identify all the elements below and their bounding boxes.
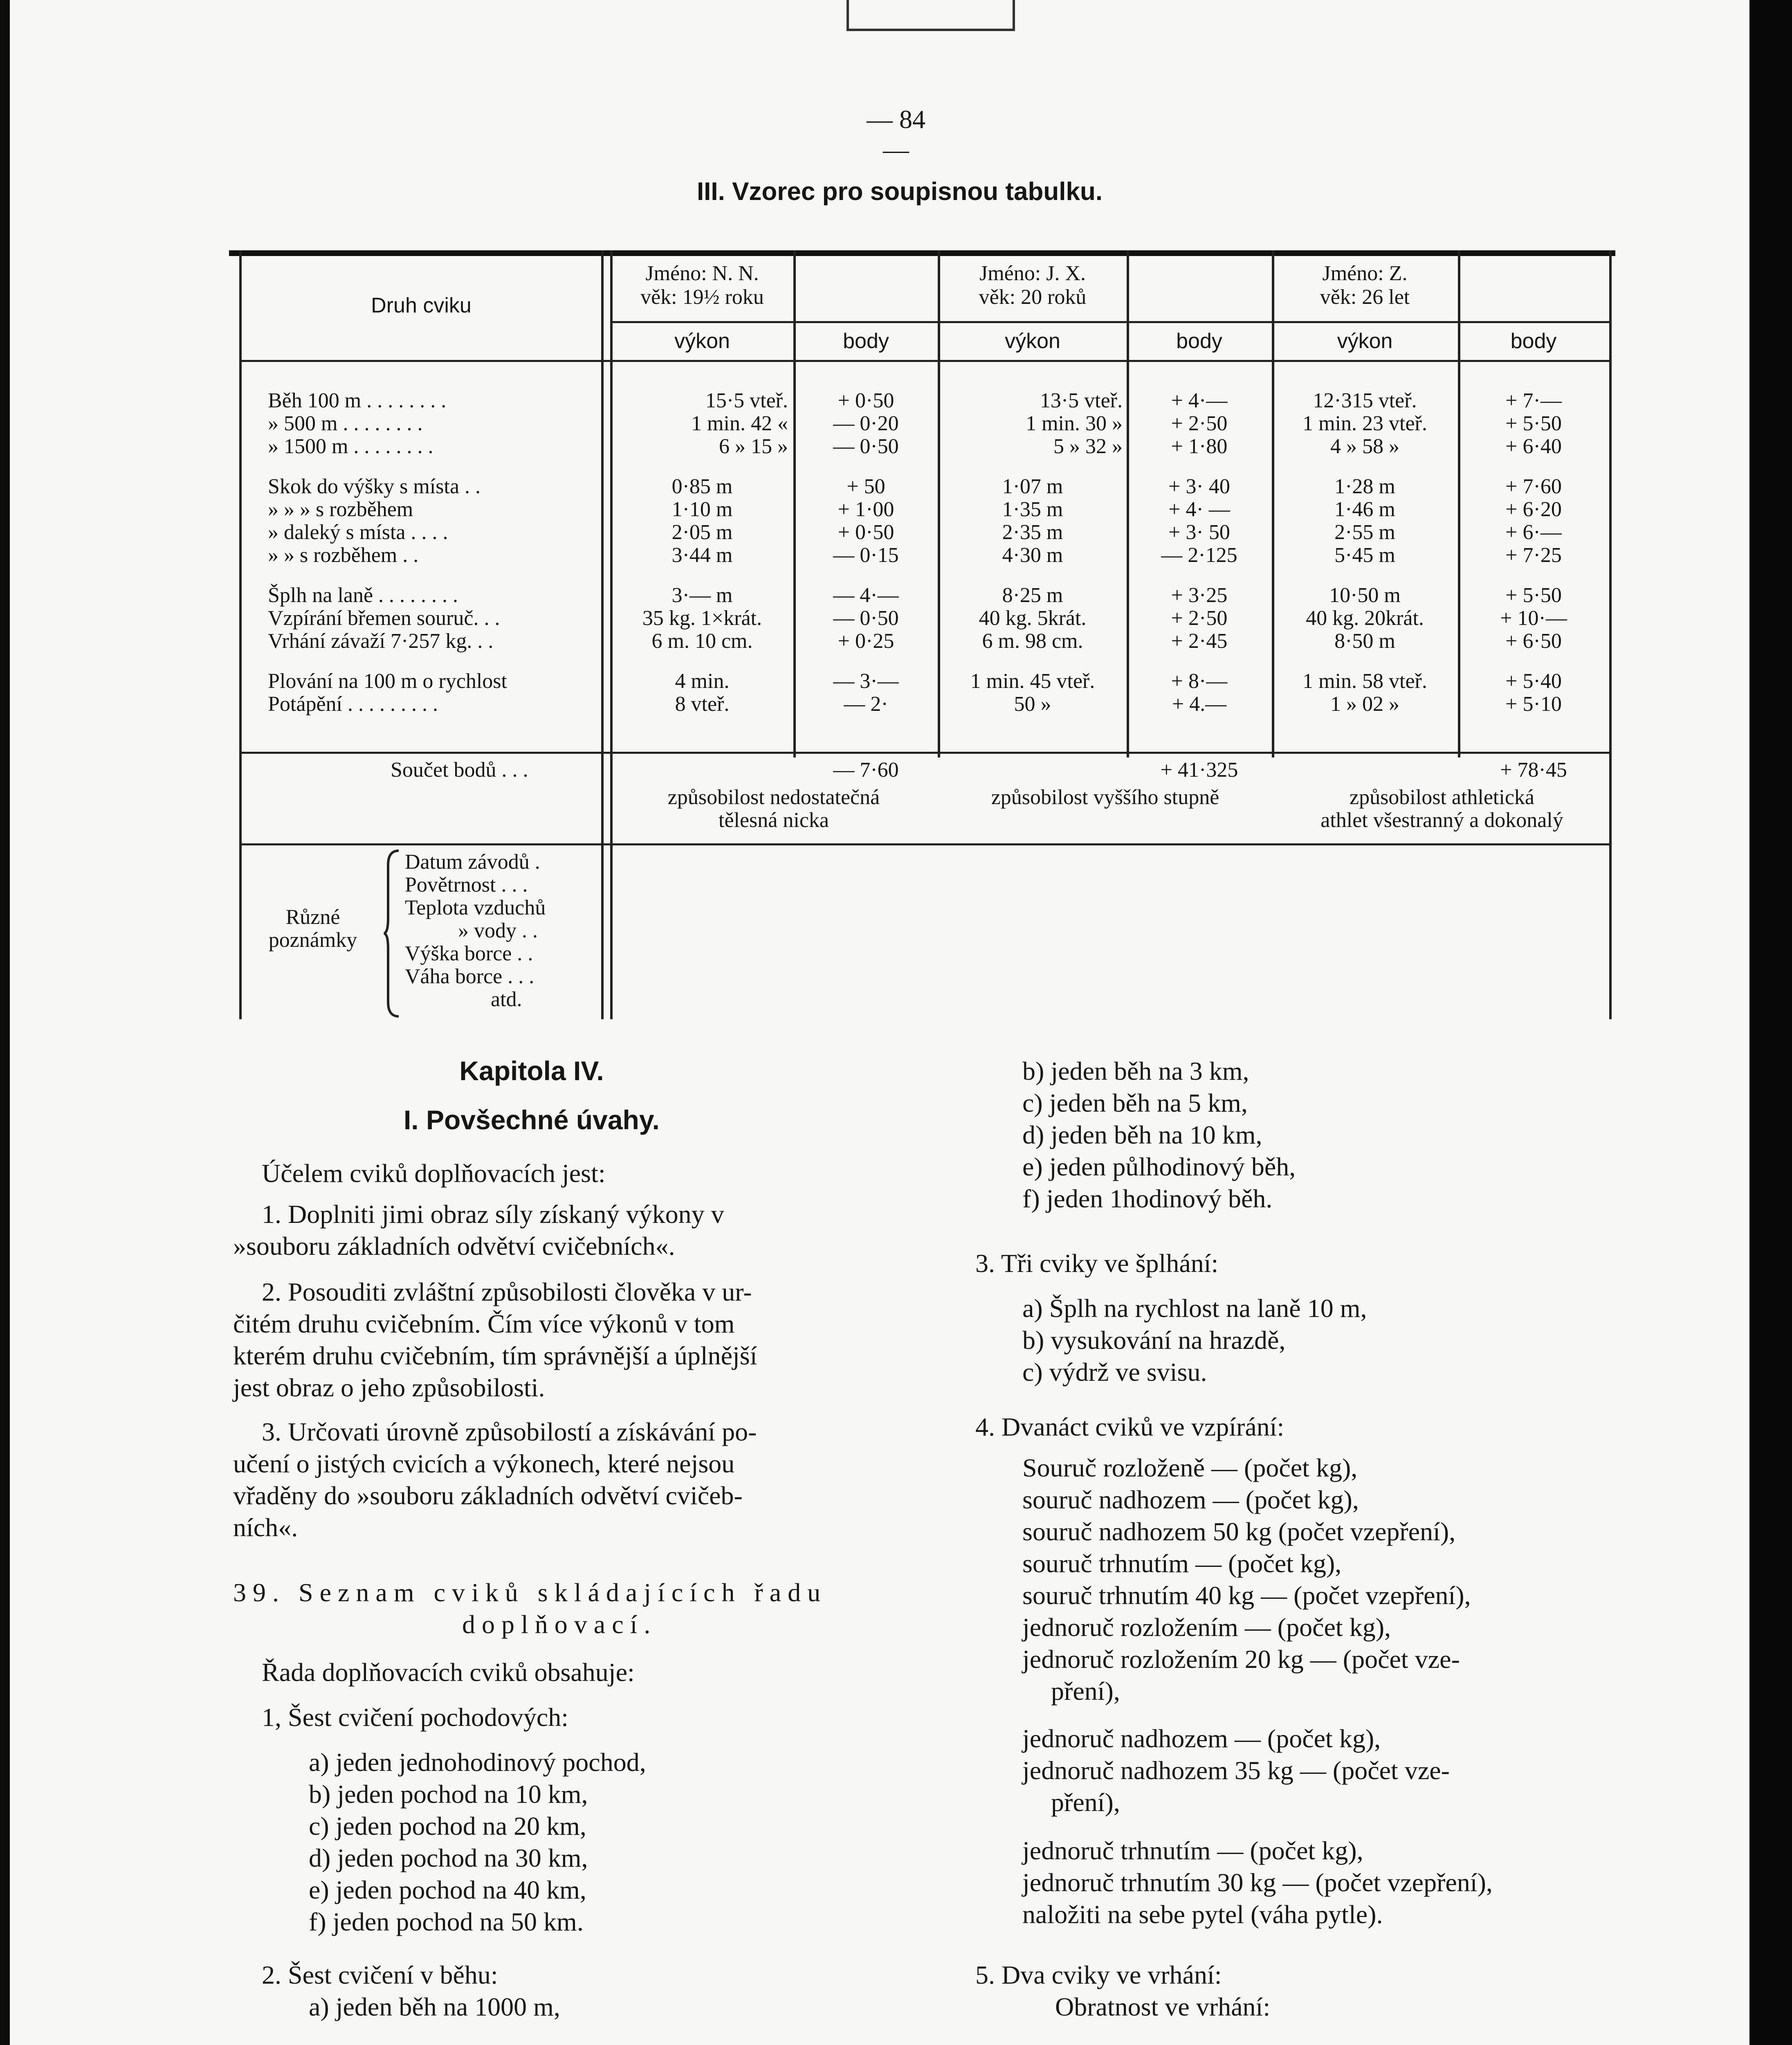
page-number: — 84 — — [867, 105, 925, 164]
cell-vykon: 35 kg. 1×krát. — [642, 607, 762, 630]
lift-item: souruč trhnutím — (počet kg), — [1022, 1549, 1342, 1578]
col-body-1: body — [843, 329, 889, 353]
cell-body: — 0·15 — [833, 544, 899, 567]
person-2-name: Jméno: J. X. — [979, 262, 1086, 285]
cell-body: + 3· 50 — [1168, 521, 1230, 544]
total-2: + 41·325 — [1160, 758, 1238, 782]
note-item: atd. — [491, 988, 522, 1011]
cell-body: + 6·20 — [1505, 498, 1562, 521]
note-item: Datum závodů . — [405, 850, 540, 874]
cell-vykon: 1·35 m — [1002, 498, 1063, 521]
total-3: + 78·45 — [1500, 758, 1567, 782]
scan-edge-right — [1749, 0, 1792, 2045]
climb-item: b) vysukování na hrazdě, — [1022, 1326, 1286, 1355]
lift-item: pření), — [1051, 1676, 1120, 1706]
march-item: d) jeden pochod na 30 km, — [309, 1843, 588, 1872]
section-39-title-2: doplňovací. — [462, 1610, 657, 1639]
run-item: e) jeden půlhodinový běh, — [1022, 1152, 1296, 1181]
cell-vykon: 13·5 vteř. — [1040, 389, 1123, 412]
cell-body: — 0·50 — [833, 435, 899, 458]
notes-label: Různé — [285, 906, 340, 929]
lift-item: pření), — [1051, 1788, 1120, 1817]
point-2: kterém druhu cvičebním, tím správnější a úplnější — [233, 1341, 757, 1370]
row-label: Skok do výšky s místa . . — [268, 475, 481, 498]
cell-vykon: 50 » — [1014, 692, 1051, 716]
item-2: 2. Šest cvičení v běhu: — [262, 1960, 498, 1989]
point-3: 3. Určovati úrovně způsobilostí a získávání po- — [262, 1417, 757, 1446]
run-item: c) jeden běh na 5 km, — [1022, 1088, 1248, 1117]
soucet-label: Součet bodů . . . — [391, 758, 528, 782]
row-label: » » » s rozběhem — [268, 498, 413, 521]
scan-mark-top — [847, 0, 1015, 31]
note-item: » vody . . — [458, 919, 538, 942]
lift-item: jednoruč nadhozem 35 kg — (počet vze- — [1022, 1756, 1450, 1785]
cell-vykon: 12·315 vteř. — [1313, 389, 1417, 412]
cell-vykon: 6 » 15 » — [719, 435, 788, 458]
person-1-name: Jméno: N. N. — [645, 262, 759, 285]
cell-vykon: 4 » 58 » — [1330, 435, 1399, 458]
march-item: b) jeden pochod na 10 km, — [309, 1780, 588, 1809]
cell-body: + 6·50 — [1505, 629, 1562, 653]
throw-item: Obratnost ve vrhání: — [1055, 1992, 1271, 2021]
cell-vykon: 40 kg. 5krát. — [979, 607, 1087, 630]
cell-body: + 0·25 — [838, 629, 894, 653]
cell-vykon: 1·07 m — [1002, 475, 1063, 498]
cell-body: + 7·— — [1505, 389, 1562, 412]
notes-brace — [382, 849, 403, 1018]
row-label: Vrhání závaží 7·257 kg. . . — [268, 629, 494, 653]
cell-body: + 4·— — [1171, 389, 1228, 412]
lift-item: Souruč rozloženě — (počet kg), — [1022, 1453, 1358, 1482]
cell-body: + 4.— — [1172, 692, 1227, 716]
cell-body: — 4·— — [833, 584, 899, 607]
note-item: Teplota vzduchů — [405, 896, 546, 919]
cell-vykon: 1 min. 45 vteř. — [970, 670, 1095, 693]
cell-body: — 2·125 — [1161, 544, 1237, 567]
climb-item: c) výdrž ve svisu. — [1022, 1357, 1207, 1387]
cell-vykon: 1 min. 42 « — [691, 412, 788, 435]
cell-body: + 4· — — [1168, 498, 1230, 521]
col-vykon-2: výkon — [1005, 329, 1060, 353]
lift-item: souruč trhnutím 40 kg — (počet vzepření), — [1022, 1581, 1471, 1610]
total-1: — 7·60 — [833, 758, 899, 782]
cell-body: + 5·10 — [1505, 692, 1562, 716]
cell-vykon: 4 min. — [675, 670, 730, 693]
cell-vykon: 3·44 m — [671, 544, 733, 567]
cell-body: + 5·50 — [1505, 584, 1562, 607]
cell-vykon: 40 kg. 20krát. — [1306, 607, 1424, 630]
verdict-2: způsobilost vyššího stupně — [991, 786, 1219, 809]
cell-body: + 5·50 — [1505, 412, 1562, 435]
col-vykon-3: výkon — [1337, 329, 1393, 353]
col-vykon-1: výkon — [674, 329, 730, 353]
row-label: Běh 100 m . . . . . . . . — [268, 389, 447, 412]
col-body-2: body — [1176, 329, 1222, 353]
cell-body: — 2· — [844, 692, 888, 716]
march-item: f) jeden pochod na 50 km. — [309, 1907, 584, 1936]
lift-item: jednoruč rozložením 20 kg — (počet vze- — [1022, 1645, 1460, 1674]
point-3: učení o jistých cvicích a výkonech, které nejsou — [233, 1449, 735, 1478]
cell-vykon: 8·25 m — [1002, 584, 1063, 607]
lift-item: souruč nadhozem — (počet kg), — [1022, 1485, 1359, 1514]
cell-vykon: 5 » 32 » — [1053, 435, 1123, 458]
row-label: Potápění . . . . . . . . . — [268, 692, 438, 716]
verdict-3: způsobilost athletická — [1349, 786, 1534, 809]
note-item: Váha borce . . . — [405, 965, 534, 988]
row-label: Vzpírání břemen souruč. . . — [268, 607, 500, 630]
lift-item: naložiti na sebe pytel (váha pytle). — [1022, 1900, 1383, 1929]
point-1: 1. Doplniti jimi obraz síly získaný výkony v — [262, 1200, 724, 1229]
run-item: b) jeden běh na 3 km, — [1022, 1056, 1249, 1085]
cell-vykon: 2·55 m — [1334, 521, 1395, 544]
verdict-3b: athlet všestranný a dokonalý — [1320, 809, 1563, 832]
lift-item: jednoruč trhnutím — (počet kg), — [1022, 1836, 1363, 1865]
run-item: a) jeden běh na 1000 m, — [309, 1992, 560, 2021]
person-3-age: věk: 26 let — [1320, 285, 1410, 309]
cell-body: — 0·20 — [833, 412, 899, 435]
point-2: 2. Posouditi zvláštní způsobilosti člověka v ur- — [262, 1277, 752, 1306]
cell-body: + 7·25 — [1505, 544, 1562, 567]
cell-vykon: 6 m. 98 cm. — [982, 629, 1083, 653]
climb-item: a) Šplh na rychlost na laně 10 m, — [1022, 1294, 1367, 1323]
point-2: čitém druhu cvičebním. Čím více výkonů v tom — [233, 1309, 735, 1338]
scan-edge-left — [0, 0, 10, 2045]
row-label: » daleký s místa . . . . — [268, 521, 448, 544]
cell-vykon: 8 vteř. — [675, 692, 730, 716]
cell-vykon: 10·50 m — [1329, 584, 1401, 607]
chapter-title: Kapitola IV. — [459, 1056, 604, 1086]
row-label: » » s rozběhem . . — [268, 544, 419, 567]
person-1-age: věk: 19½ roku — [640, 285, 764, 309]
cell-vykon: 1 » 02 » — [1330, 692, 1399, 716]
march-item: c) jeden pochod na 20 km, — [309, 1811, 586, 1840]
row-label: Plování na 100 m o rychlost — [268, 670, 507, 693]
table-title: III. Vzorec pro soupisnou tabulku. — [696, 178, 1103, 206]
col-druh-cviku: Druh cviku — [371, 294, 472, 317]
cell-vykon: 1·28 m — [1334, 475, 1395, 498]
section-title: I. Povšechné úvahy. — [403, 1105, 660, 1135]
cell-vykon: 6 m. 10 cm. — [651, 629, 753, 653]
notes-label-2: poznámky — [268, 928, 357, 952]
cell-body: + 7·60 — [1505, 475, 1562, 498]
cell-body: + 0·50 — [838, 389, 894, 412]
cell-vykon: 5·45 m — [1334, 544, 1395, 567]
intro-line: Účelem cviků doplňovacích jest: — [262, 1159, 606, 1188]
cell-body: — 3·— — [833, 670, 899, 693]
cell-vykon: 2·05 m — [671, 521, 733, 544]
cell-vykon: 3·— m — [671, 584, 733, 607]
cell-vykon: 2·35 m — [1002, 521, 1063, 544]
cell-vykon: 1·10 m — [671, 498, 733, 521]
point-3: vřaděny do »souboru základních odvětví cvičeb- — [233, 1481, 743, 1510]
cell-vykon: 1 min. 23 vteř. — [1302, 412, 1427, 435]
cell-body: + 5·40 — [1505, 670, 1562, 693]
person-3-name: Jméno: Z. — [1322, 262, 1408, 285]
cell-vykon: 8·50 m — [1334, 629, 1395, 653]
cell-body: — 0·50 — [833, 607, 899, 630]
run-item: d) jeden běh na 10 km, — [1022, 1120, 1262, 1149]
lift-item: souruč nadhozem 50 kg (počet vzepření), — [1022, 1517, 1456, 1546]
note-item: Výška borce . . — [405, 942, 533, 965]
cell-body: + 1·00 — [838, 498, 894, 521]
march-item: a) jeden jednohodinový pochod, — [309, 1748, 646, 1777]
lift-item: jednoruč nadhozem — (počet kg), — [1022, 1724, 1381, 1753]
cell-body: + 3· 40 — [1168, 475, 1230, 498]
cell-vykon: 4·30 m — [1002, 544, 1063, 567]
cell-vykon: 1·46 m — [1334, 498, 1395, 521]
cell-vykon: 0·85 m — [671, 475, 733, 498]
verdict-1b: tělesná nicka — [719, 809, 829, 832]
cell-body: + 8·— — [1171, 670, 1228, 693]
point-1: »souboru základních odvětví cvičebních«. — [233, 1231, 675, 1261]
cell-body: + 2·45 — [1171, 629, 1228, 653]
note-item: Povětrnost . . . — [405, 873, 528, 897]
cell-body: + 0·50 — [838, 521, 894, 544]
point-3: ních«. — [233, 1513, 298, 1542]
cell-body: + 6·40 — [1505, 435, 1562, 458]
cell-body: + 2·50 — [1171, 607, 1228, 630]
cell-body: + 3·25 — [1171, 584, 1228, 607]
verdict-1: způsobilost nedostatečná — [667, 786, 880, 809]
row-label: Šplh na laně . . . . . . . . — [268, 584, 458, 607]
item-1: 1, Šest cvičení pochodových: — [262, 1703, 569, 1732]
cell-vykon: 1 min. 30 » — [1026, 412, 1123, 435]
cell-vykon: 15·5 vteř. — [705, 389, 788, 412]
rada-line: Řada doplňovacích cviků obsahuje: — [262, 1658, 635, 1687]
cell-vykon: 1 min. 58 vteř. — [1302, 670, 1427, 693]
cell-body: + 10·— — [1500, 607, 1567, 630]
person-2-age: věk: 20 roků — [979, 285, 1087, 309]
cell-body: + 2·50 — [1171, 412, 1228, 435]
march-item: e) jeden pochod na 40 km, — [309, 1875, 586, 1904]
cell-body: + 50 — [847, 475, 885, 498]
lift-item: jednoruč rozložením — (počet kg), — [1022, 1613, 1391, 1642]
row-label: » 500 m . . . . . . . . — [268, 412, 423, 435]
col-body-3: body — [1510, 329, 1557, 353]
section-39-title: 39. Seznam cviků skládajících řadu — [233, 1578, 827, 1607]
lift-item: jednoruč trhnutím 30 kg — (počet vzepření), — [1022, 1868, 1493, 1897]
item-3: 3. Tři cviky ve šplhání: — [975, 1249, 1219, 1278]
run-item: f) jeden 1hodinový běh. — [1022, 1184, 1273, 1213]
row-label: » 1500 m . . . . . . . . — [268, 435, 433, 458]
point-2: jest obraz o jeho způsobilosti. — [233, 1373, 545, 1402]
cell-body: + 6·— — [1505, 521, 1562, 544]
item-5: 5. Dva cviky ve vrhání: — [975, 1960, 1222, 1989]
item-4: 4. Dvanáct cviků ve vzpírání: — [975, 1412, 1284, 1441]
cell-body: + 1·80 — [1171, 435, 1228, 458]
